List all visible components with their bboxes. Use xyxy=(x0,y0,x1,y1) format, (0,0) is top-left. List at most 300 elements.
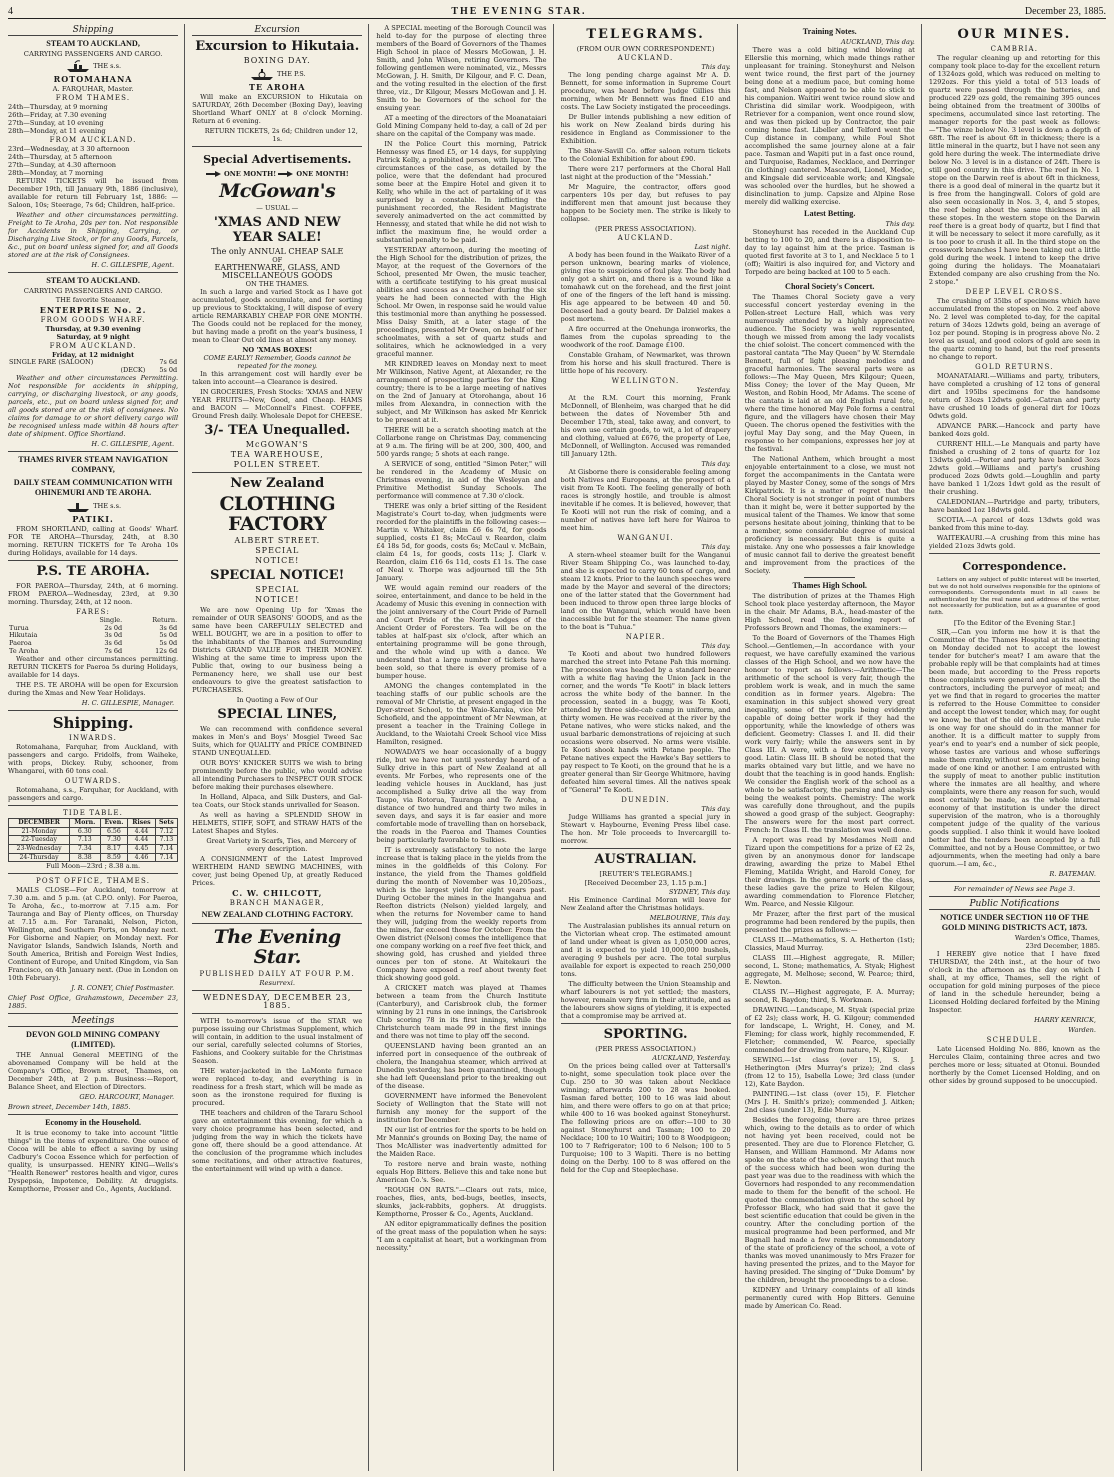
one-month-line xyxy=(192,170,362,178)
steamer-intro: THE favorite Steamer, xyxy=(55,296,131,304)
fare-table xyxy=(8,359,178,374)
table-cell: Hikutaia xyxy=(9,631,38,640)
divider xyxy=(192,923,362,924)
telegrams-heading: TELEGRAMS. xyxy=(586,27,705,42)
section-heading-meetings: Meetings xyxy=(8,1017,178,1027)
column-local-news xyxy=(376,24,553,1471)
press-association-label: (PER PRESS ASSOCIATION). xyxy=(595,225,697,233)
ship-name: TE AROHA xyxy=(249,82,306,92)
telegram-paragraph: Te Kooti and about two hundred followers marched the street into Petane Pah this morning. The procession was headed by a standard bearer with a white flag having the Union Jack in the corner, and the words "Te Kooti" in black letters across the white body of the banner. In the procession, seated in a buggy, was Te Kooti, attended by three side-cab camp in uniform, and thirty women. He was received at the river by the Petane natives, who were sticks naked, and the usual barbaric demonstrations of rejoicing at such occasions were observed. No arms were visible. Te Kooti shook hands with Petane people. The Petane natives expect the Hawke's Bay settlers to pay respect to Te Kooti, on the ground that he is a greater general than Sir George Whitmore, having defeated him several times. All the natives speak of "General" Te Kooti. xyxy=(560,650,731,794)
gold-return: SCOTIA.—A parcel of 4ozs 13dwts gold was banked from this mine to-day. xyxy=(928,516,1100,532)
excursion-heading: Excursion to Hikutaia. xyxy=(195,39,360,54)
one-month-text: ONE MONTH! xyxy=(223,170,277,178)
divider xyxy=(561,848,731,849)
table-cell: 4.44 xyxy=(128,827,155,836)
news-paragraph: IT is extremely satisfactory to note the large increase that is taking place in the yields from the mines in the goldfields of this Colony. For instance, the yield from the Thames goldfield during the month of November was 10,205ozs., which is the largest yield for eight years past. During October the mines in the Inangahua and Reefton districts (Nelson) yielded largely, and when the returns for November came to hand they will, judging from the weekly reports from the mines, far exceed those for October. From the Owen district (Nelson) comes the intelligence that one company working on a reef five feet thick, and showing gold, has crushed and yielded three ounces per ton of stone. At Waitekauri the Company have exposed a reef about twenty feet thick showing good gold. xyxy=(376,846,547,982)
section-heading-shipping: Shipping xyxy=(8,26,178,36)
table-cell: Turua xyxy=(9,623,29,632)
usual-label: — USUAL — xyxy=(256,204,299,212)
editorial-paragraph: THE teachers and children of the Tararu School gave an entertainment this evening, for which a very choice programme has been selected, and judging from the way in which the tickets have gone off, there should be a good attendance. At the conclusion of the programme which includes some recitations, and other attractive features, the entertainment will wind up with a dance. xyxy=(192,1109,363,1173)
table-cell: 7.30 xyxy=(100,836,128,845)
betting-heading: Latest Betting. xyxy=(804,209,856,218)
excursion-subheading: BOXING DAY. xyxy=(243,56,311,65)
table-row xyxy=(8,359,178,367)
dateline-time: Yesterday. xyxy=(696,386,731,394)
table-header: DECEMBER xyxy=(9,819,70,828)
dateline-place: DUNEDIN. xyxy=(621,796,670,804)
meeting-signature: GEO. HARCOURT, Manager. xyxy=(79,1093,175,1102)
ad-subheading: DAILY STEAM COMMUNICATION WITH OHINEMURI AND TE AROHA. xyxy=(13,478,173,498)
remainder-note: For remainder of News see Page 3. xyxy=(953,884,1075,893)
telegram-paragraph: The Shaw-Savill Co. offer saloon return tickets to the Colonial Exhibition for about £90. xyxy=(560,147,731,163)
factory-street: ALBERT STREET. xyxy=(234,536,321,545)
one-month-text: ONE MONTH! xyxy=(296,170,349,178)
dateline-place: AUCKLAND. xyxy=(617,234,674,242)
dateline-time: SYDNEY, This day. xyxy=(668,888,731,896)
table-cell: 7.34 xyxy=(70,844,100,853)
divider xyxy=(8,451,178,452)
editorial-paragraph: WITH to-morrow's issue of the STAR we purpose issuing our Christmas Supplement, which will contain, in addition to the usual instalment of our serial, carefully selected columns of Stories, Fashions, and Cookery suitable for the Christmas Season. xyxy=(192,1017,363,1065)
divider xyxy=(8,710,178,711)
come-early: COME EARLY! Remember, Goods cannot be repeated for the money. xyxy=(203,354,352,370)
table-cell: 4.45 xyxy=(128,844,155,853)
table-cell: 8.17 xyxy=(100,844,128,853)
news-paragraph: AN editor epigrammatically defines the position of the great mass of the population when he says: "I am a capitalist at heart, but a workingman from necessity." xyxy=(376,1220,547,1252)
groceries-text: IN GROCERIES, Fresh Stocks: 'XMAS and NEW YEAR FRUITS—New, Good, and Cheap. HAMS and BACON — McConnell's Finest. COFFEE, Ground Fresh daily. Wholesale Depot for CHEESE. xyxy=(192,388,363,420)
excursion-body: Will make an EXCURSION to Hikutaia on SATURDAY, 26th December (Boxing Day), leaving Shortland Wharf ONLY at 8 o'clock Morning. Return at 6 evening. xyxy=(192,93,363,125)
divider xyxy=(804,577,855,578)
column-telegrams xyxy=(561,24,738,1471)
divider xyxy=(8,805,178,806)
table-cell: 7.12 xyxy=(155,827,178,836)
notice-body: I HEREBY give notice that I have fixed THURSDAY, the 24th inst., at the hour of two o'clock in the afternoon as the day on which I shall, at my office, Thames, sell the right of occupation for gold mining purposes of the piece of land in the schedule hereunder, being a Licensed Holding declared forfeited by the Mining Inspector. xyxy=(928,949,1100,1014)
divider xyxy=(929,896,1100,897)
telegram-paragraph: A fire occurred at the Onehunga ironworks, the flames from the cupolas spreading to the woodwork of the roof. Damage £100. xyxy=(560,325,731,349)
special-label: SPECIAL xyxy=(255,546,300,555)
newspaper-title: THE EVENING STAR. xyxy=(451,5,587,17)
divider xyxy=(8,873,178,874)
economy-body: It is true economy to take into account "little things" in the items of expenditure. One ounce of Cocoa will be able to effect a saving by using Cadbury's Cocoa Essence which for perfection of quality, is unsurpassed. HENRY KING—Wells's "Health Renewer" restores health and vigor, cures Dyspepsia, Impotence, Debility. At druggists. Kempthorne, Prosser and Co., Agents, Auckland. xyxy=(8,1129,179,1194)
sporting-heading: SPORTING. xyxy=(603,1027,688,1042)
tide-table-heading: TIDE TABLE. xyxy=(63,809,124,818)
mine-heading: DEEP LEVEL CROSS. xyxy=(965,288,1064,296)
ship-name: PATIKI. xyxy=(72,514,114,525)
dateline-place: WELLINGTON. xyxy=(611,377,680,385)
news-paragraph: IN our list of entries for the sports to be held on Mr Mannix's grounds on Boxing Day, the name of Thos McAllister was inadvertently admitted for the Maiden Race. xyxy=(376,1126,547,1158)
telegram-paragraph: At Gisborne there is considerable feeling among both Natives and Europeans, at the prospect of a visit from Te Kooti. The feeling generally of both races is strongly hostile, and trouble is almost inevitable if he comes. It is believed, however, that Te Kooti will not run the risk of coming, and a number of natives have left here for Wairoa to meet him. xyxy=(560,468,731,532)
news-paragraph: AMONG the changes contemplated in the teaching staffs of our public schools are the removal of Mr Christie, at present engaged in the Dyer-street School, to the Waio-Karaka, vice Mr Schofield, and the appointment of Mr Newman, at present a teacher in the Training College in Auckland, to the Waiotahi Creek School vice Miss Hamilton, resigned. xyxy=(376,682,547,746)
correspondence-to: [To the Editor of the Evening Star.] xyxy=(953,618,1075,627)
table-cell: 24-Thursday xyxy=(9,853,70,862)
table-header: Morn. xyxy=(70,819,100,828)
telegram-paragraph: The difficulty between the Union Steamship and wharf labourers is not yet settled; the masters, however, remain very firm in their attitude, and as the labourers show signs of yielding, it is expected that a compromise may be arrived at. xyxy=(560,980,731,1020)
factory-body: As well as having a SPLENDID SHOW in HELMETS, STIFF, SOFT, and STRAW HATS of the Latest Shapes and Styles. xyxy=(192,811,363,835)
tide-table xyxy=(8,818,178,862)
sale-line: The only ANNUAL CHEAP SALE xyxy=(211,247,344,256)
table-cell: 3s 6d xyxy=(104,638,123,647)
telegram-paragraph: The Australasian publishes its annual return on the Victorian wheat crop. The estimated amount of land under wheat is given as 1,050,000 acres, and it is expected to yield 10,000,000 bushels, averaging 9 bushels per acre. The total surplus available for export is expected to reach 250,000 tons. xyxy=(560,922,731,978)
gold-return: MOANATAIARI.—Williams and party, tributers, have completed a crushing of 12 tons of general dirt and 195lbs specimens for the handsome return of 33ozs 12dwts gold.—Catran and party have crushed 10 loads of general dirt for 10ozs 0dwts gold. xyxy=(928,372,1100,420)
table-cell: Paeroa xyxy=(9,638,32,647)
factory-signature: C. W. CHILCOTT, xyxy=(232,888,323,898)
gold-return: CURRENT HILL.—Le Manquais and party have finished a crushing of 2 tons of quartz for 1oz 13dwts gold.—Porter and party have banked 3ozs 2dwts gold.—Williams and party's crushing produced 2ozs 0dwts gold.—Loughlin and party have banked 1 1/2ozs 1dwt gold as the result of their crushing. xyxy=(928,440,1100,496)
table-cell: 8.38 xyxy=(70,853,100,862)
table-cell: 3s 6d xyxy=(159,623,178,632)
divider xyxy=(8,272,178,273)
divider xyxy=(8,1013,178,1014)
table-row xyxy=(8,648,178,656)
divider xyxy=(192,1013,362,1014)
news-paragraph: THERE will be a scratch shooting match at the Collarbone range on Christmas Day, commencing at 9 a.m. The firing will be at 200, 300, 400, and 500 yards range; 5 shots at each range. xyxy=(376,426,547,458)
school-paragraph: To the Board of Governors of the Thames High School.—Gentlemen,—In accordance with your request, we have carefully examined the various classes of the High School, and we now have the honour to report as follows:—Arithmetic—The arithmetic of the school is very fair, though the problem work is weak, and in much the same condition as in former years. Algebra: The examination in this subject showed very great inequality, some of the pupils being evidently capable of doing better work if they had the opportunity, while the knowledge of others was deficient. Geometry: Classes I. and II. did their work very fairly; while the answers sent in by Class III. A were, with a few exceptions, very good. Latin: Class III. B should be noted that the marks obtained vary but little, and we have no doubt that the teaching is in good hands. English: We consider the English work of the school as a whole to be satisfactory, the parsing and analysis being the weakest points. Chemistry: The work was carefully done throughout, and the pupils showed a good grasp of the subject. Geography: The answers were for the most part correct. French: In Class II. the translation was well done. xyxy=(744,634,915,834)
telegram-paragraph: Constable Graham, of Newmarket, was thrown from his horse and his skull fractured. There is little hope of his recovery. xyxy=(560,351,731,375)
choral-paragraph: The Thames Choral Society gave a very successful concert yesterday evening in the Pollen-street Lecture Hall, which was very numerously attended by a highly appreciative audience. The Society was well represented, though we missed from among the lady vocalists the chief soloist. The concert commenced with the pastoral cantata "The May Queen" by W. Sterndale Bennett, full of light pleasing melodies and graceful harmonies. The several parts were as follows:—The May Queen, Mrs Kilgour; Queen, Miss Coney; the lover of the May Queen, Mr Weston, and Robin Hood, Mr Adams. The scene of the cantata is laid at an old English rural fete, where the time honored May Pole forms a central figure, and the villagers have chosen their May Queen. The chorus opened the festivities with the joyful May Day song, and the May Queen, in response to her companions, expresses her joy at the festival. xyxy=(744,293,915,453)
school-paragraph: The distribution of prizes at the Thames High School took place yesterday afternoon, the Mayor in the chair. Mr Adams, B.A., head-master of the High School, read the following report of Professors Brown and Thomas, the examiners:— xyxy=(744,592,915,632)
mine-paragraph: The regular cleaning up and retorting for this company took place to-day for the excellent return of 1324ozs gold, which was reduced on melting to 1292ozs. For this yield a total of 513 loads of quartz were passed through the batteries, and produced 229 ozs gold, the remaining 395 ounces being obtained from the treatment of 300lbs of specimens, accumulated since last retorting. The manager reports for the past week as follows:—"The winze below No. 3 level is down a depth of 68ft. The reef is about 6ft in thickness; there is a little mineral in the quartz, but I have not seen any gold here during the week. The intermediate drive below No. 3 level is in a distance of 24ft. There is still good country in this drive. The reef in No. 1 stope on the Darwin reef is about 6ft in thickness, there is a good deal of mineral in the quartz but it is free from the hangingwall. Colors of gold are also seen occasionally in Nos. 3, 4, and 5 stopes, the reef being about the same thickness in all these stopes. In the western stope on the Darwin reef there is a great body of quartz, but I find that it will be necessary to select it more carefully, as it is too poor to crush it all. In the third stope on the crosswork branches I have been taking out a little gold during the week. I intend to keep the drive going during the holidays. The Moanataiari Extended company are also crushing from the No. 2 stope." xyxy=(928,54,1100,286)
tea-heading: 3/- TEA Unequalled. xyxy=(204,423,351,438)
table-row xyxy=(8,632,178,640)
ad-body: RETURN TICKETS will be issued from December 19th, till January 9th, 1886 (inclusive), available for return till February 1st, 1886: — Saloon, 10s; Steerage, 7s 6d; Children, half-price. xyxy=(8,177,179,209)
dateline-place: NAPIER. xyxy=(625,633,666,641)
advert-kidney: KIDNEY and Urinary complaints of all kinds permanently cured with Hop Bitters. Genuine made by American Co. Read. xyxy=(744,1286,915,1310)
warden-date: 23rd December, 1885. xyxy=(1025,941,1100,950)
dateline-time: AUCKLAND, Yesterday. xyxy=(652,1054,731,1062)
special-label: SPECIAL xyxy=(255,585,300,594)
news-paragraph: THERE was only a brief sitting of the Resident Magistrate's Court to-day, when judgments were recorded for the plaintiffs in the following cases:—Martin v. Whitaker, claim £6 6s 7d, for goods supplied, costs £1 8s; McCaul v. Reardon, claim £4 18s 5d, for goods, costs 6s; McCaul v. McBain, claim £4 1s, for goods, costs 11s; J. Clark v. Reardon, claim £16 6s 11d, costs £1 1s. The case of Neal v. Thorpe was adjourned till the 5th January. xyxy=(376,502,547,582)
dateline-time: Last night. xyxy=(694,243,731,251)
table-cell: 23-Wednesday xyxy=(9,844,70,853)
letter-body: SIR,—Can you inform me how it is that the Committee of the Thames Hospital at its meeting on Monday decided not to accept the lowest tender for butcher's meat? I am aware that the probable reply will be that complaints had at times been made, but according to the Press reports those complaints were general and against all the contractors, including the purveyor of meat; and yet we find that in regard to groceries the matter is referred to the House Committee to consider and accept the lowest tender, which may, for ought we know, be that of the old contractor. What rule is one way for one should do in the manner for another. It is a difficult matter to supply from year's end to year's end a number of sick people, whose tastes are various and whose sufferings make them cranky, without some complaints being made of one kind or another. I am entrusted with the supply of meat to another public institution where the inmates are all healthy, and where complaints, were there any reason for such, would most certainly be made, as the whole internal economy of that institution is under the direct supervision of the matron, who is a thoroughly competent judge of the quality of the various goods supplied. I also think it would have looked better had the tenders been accepted by a full Committee, and not by a House Committee, or two adjournments, when the meeting had only a bare quorum.—I am, &c., xyxy=(928,627,1100,868)
table-cell: 6.56 xyxy=(100,827,128,836)
table-cell: 3s 0d xyxy=(104,631,123,640)
telegram-paragraph: At the R.M. Court this morning, Frank McDonnell, of Blenheim, was charged that he did between the dates of November 5th and December 17th, steal, take away, and convert, to his own use certain goods, to wit, a lot of drapery and clothing, valued at £676, the property of Lee, McDonnell, of Wellington. Accused was remanded till January 12th. xyxy=(560,394,731,458)
divider xyxy=(561,1023,731,1024)
news-paragraph: MR KINDRED leaves on Monday next to meet Mr Wilkinson, Native Agent, at Alexander, re the arrangement of prospecting parties for the King country; there is to be a large meeting of natives on the 2nd of January at Otorohanga, about 16 miles from Alexandra, in connection with the subject, and Mr Wilkinson has asked Mr Kenrick to be present at it. xyxy=(376,360,547,424)
ship-intro: THE s.s. xyxy=(93,502,122,511)
table-cell: 5s 0d xyxy=(159,631,178,640)
sale-body: In such a large and varied Stock as I have got accumulated, goods accumulate, and for sorting up previous to Stocktaking, I will dispose of every article REMARKABLY CHEAP FOR ONE MONTH. The Goods could not be replaced for the money, but having made a profit on the year's business, I mean to Clear Out old lines at almost any money. xyxy=(192,288,363,344)
post-office-date: Chief Post Office, Grahamstown, December 23, 1885. xyxy=(8,994,179,1011)
mcgowans-brand: McGowan's xyxy=(219,180,336,202)
sailing-line: 28th—Monday, at 11 evening xyxy=(8,127,106,135)
table-cell: 6.30 xyxy=(70,827,100,836)
ad-subheading: CARRYING PASSENGERS AND CARGO. xyxy=(23,287,163,295)
ad-subheading: CARRYING PASSENGERS AND CARGO. xyxy=(23,50,163,58)
ad-body: FROM SHORTLAND, calling at Goods' Wharf. FOR TE AROHA—Thursday, 24th, at 8.30 morning. RETURN TICKETS for Te Aroha 10s during Holidays, available for 14 days. xyxy=(8,525,179,558)
school-paragraph: Mr Frazer, after the first part of the musical programme had been rendered by the pupils, then presented the prizes as follows:— xyxy=(744,910,915,934)
divider xyxy=(8,560,178,561)
training-paragraph: There was a cold biting wind blowing at Ellerslie this morning, which made things rather unpleasant for training. Stoneyhurst and Nelson went twice round, the first part of the journey being done at a medium pace, but coming home fast, and Nelson appeared to be able to stick to his companion. Waitiri went twice round slow and Christina did similar work. Woodpigeon, with Retriever for a companion, went once round slow, and was then picked up by Contractor, the pair coming home fast. Libeller and Telford went the Cup distance in company, while Foul Shot accomplished the same journey alone at a fair pace. Tasman and Wapiti put in a fast once round, and Turquoise, Radames, Necklace, and Derringer (in clothing) cantered. Mascarodi, Lionel, Medoc, and Kingsale did serviceable work; and Kingsale was schooled over the hurdles, but he showed a disinclination to jump. Capsize and Alpine Rose merely did walking exercise. xyxy=(744,46,915,206)
fares-heading: FARES: xyxy=(76,608,111,617)
special-notice-heading: SPECIAL NOTICE! xyxy=(210,568,345,583)
ad-body: FOR PAEROA—Thursday, 24th, at 6 morning. FROM PAEROA—Wednesday, 23rd, at 9.30 morning. Thursday, 24th, at 12 noon. xyxy=(8,582,179,607)
dateline-time: This day. xyxy=(701,642,731,650)
table-cell: 8.59 xyxy=(100,853,128,862)
sailing-line: 24th—Thursday, at 9 morning xyxy=(8,103,108,111)
press-association-label: (PER PRESS ASSOCIATION.) xyxy=(595,1045,696,1053)
prize-list-item: PAINTING.—1st class (over 15), F. Fletcher (Mrs J. H. Smith's prize); commended J. Aitken; 2nd class (under 13), Edie Murray. xyxy=(744,1090,915,1114)
factory-body: We are now Opening Up for 'Xmas the remainder of OUR SEASONS' GOODS, and as the same have been CAREFULLY SELECTED and WELL BOUGHT, we are in a position to offer to the inhabitants of the Thames and Surrounding Districts GRAND VALUE FOR THEIR MONEY. Wishing at the same time to impress upon the Public that, owing to our business being a Permanency here, we shall use our best endeavours to give the greatest satisfaction to PURCHASERS. xyxy=(192,606,363,694)
news-paragraph: To restore nerve and brain waste, nothing equals Hop Bitters. Believe this and take none but American Co.'s. See. xyxy=(376,1160,547,1184)
table-header: Single. xyxy=(99,616,123,625)
schedule-heading: SCHEDULE. xyxy=(986,1035,1043,1044)
fare-value: 7s 6d xyxy=(159,358,178,366)
dateline-place: AUCKLAND. xyxy=(617,54,674,62)
post-office-body: MAILS CLOSE—For Auckland, tomorrow at 7.30 a.m. and 5 p.m. (at C.P.O. only). For Paeroa, Te Aroha, &c., to-morrow at 7.15 a.m. For Tauranga and Bay of Plenty offices, on Thursday at 7.15 a.m. For Taranaki, Nelson, Picton, Wellington, and Southern Ports, on Monday next. For Gisborne and Napier, on Monday next. For Navigator Islands, Sandwich Islands, North and South America, British and Foreign West Indies, Continent of Europe, and United Kingdom, via San Francisco, on 4th January next. (Due in London on 10th February). xyxy=(8,886,179,983)
page-columns xyxy=(8,24,1106,1471)
excursion-fares: RETURN TICKETS, 2s 6d; Children under 12, 1s. xyxy=(204,127,358,143)
sailing-line: 27th—Sunday, at 4.30 afternoon xyxy=(8,161,117,169)
notice-signature: HARRY KENRICK, xyxy=(1034,1015,1096,1024)
shipping-heading: Shipping. xyxy=(52,714,134,733)
column-excursion-advertisements xyxy=(192,24,369,1471)
table-cell: 7s 6d xyxy=(104,646,123,655)
fare-label: SINGLE FARE (SALOON) xyxy=(9,358,94,366)
fares-table xyxy=(8,617,178,655)
ad-steam-auckland-heading: STEAM TO AUCKLAND. xyxy=(46,276,140,285)
table-row xyxy=(9,836,178,845)
post-office-signature: J. R. CONEY, Chief Postmaster. xyxy=(71,984,175,993)
issue-date: December 23, 1885. xyxy=(1024,5,1106,17)
ad-body: Weather and other circumstances Permitting. Not responsible for accidents in shipping, carrying, or discharging livestock, or any goods, parcels, etc., put on board unless signed for, and all goods stored are at the risk of consignees. No claims for damage to or short delivery cargo will be recognised unless made within 48 hours after date of shipment. Office Shortland. xyxy=(8,374,179,439)
meeting-body: THE Annual General MEETING of the abovenamed Company will be held at the Company's Office, Brown street, Thames, on December 24th, at 2 p.m. Business:—Report, Balance Sheet, and Election of Directors. xyxy=(8,1051,179,1092)
prize-list-item: SEWING.—1st class (over 15), S. J. Hetherington (Mrs Murray's prize); 2nd class (from 12 to 15), Isabella Lowe; 3rd class (under 12), Kate Baydon. xyxy=(744,1056,915,1088)
factory-body: OUR BOYS' KNICKER SUITS we wish to bring prominently before the public, who would advise all intending Purchasers to INSPECT OUR STOCK before making their purchases elsewhere. xyxy=(192,759,363,791)
table-cell: 7.14 xyxy=(155,853,178,862)
prize-list-item: DRAWING.—Landscape, M. Styak (special prize of £2 2s); class work, H. G. Kilgour; commended for landscape, L. Wright, H. Coney, and M. Fleming; for class work, highly recommended, F. Fletcher; commended, W. Pearce, specially commended for drawing from nature, N. Kilgour. xyxy=(744,1006,915,1054)
fare-value: 5s 0d xyxy=(159,365,178,374)
meeting-date: Brown street, December 14th, 1885. xyxy=(8,1103,131,1112)
ad-note: THE P.S. TE AROHA will be open for Excursion during the Xmas and New Year Holidays. xyxy=(8,681,179,698)
ad-te-aroha-heading: P.S. TE AROHA. xyxy=(36,564,150,580)
ship-line xyxy=(8,59,178,73)
steamship-icon xyxy=(65,499,91,513)
divider xyxy=(929,881,1100,882)
table-cell: 12s 6d xyxy=(155,646,178,655)
table-cell: 7.13 xyxy=(155,836,178,845)
table-cell: 5s 0d xyxy=(159,638,178,647)
news-paragraph: AT a meeting of the directors of the Moanataiari Gold Mining Company held to-day, a call of 2d per share on the capital of the Company was made. xyxy=(376,114,547,138)
sailing-line: 27th—Sunday, at 10 evening xyxy=(8,119,104,127)
ship-line xyxy=(192,67,362,81)
meeting-heading: DEVON GOLD MINING COMPANY (LIMITED). xyxy=(26,1030,161,1050)
factory-body: We can recommend with confidence several makes in Men's and Boys' Mosgiel Tweed Sac Suits, which for QUALITY and PRICE COMBINED STAND UNEQUALLED. xyxy=(192,725,363,757)
table-cell: 21-Monday xyxy=(9,827,70,836)
quoting-line: In Quoting a Few of Our xyxy=(236,696,318,704)
ship-master: A. FARQUHAR, Master. xyxy=(52,85,134,93)
editorial-paragraph: THE water-jacketed in the LaMonte furnace were replaced to-day, and everything is in readiness for a fresh start, which will be made as soon as the ironstone required for fluxing is procured. xyxy=(192,1067,363,1107)
prize-list-item: CLASS II.—Mathematics, S. A. Hetherton (1st); Classics, Maud Murray. xyxy=(744,936,915,952)
sporting-paragraph: On the prices being called over at Tattersall's to-night, some speculation took place over the Cup. 250 to 30 was taken about Necklace winning; afterwards 200 to 28 was booked. Tasman fared better, 100 to 16 was laid about him, and there were offers to go on at that price; while 400 to 16 was booked against Stoneyhurst. The following prices are on offer:—100 to 30 against Stoneyhurst and Tasman; 100 to 20 Necklace; 100 to 10 Waitiri; 100 to 8 Woodpigeon; 100 to 7 Refrigerator; 100 to 6 Nelson; 100 to 5 Turquoise; 100 to 3 Wapiti. There is no betting doing on the Derby. 100 to 8 was offered on the field for the Cup and Steeplechase. xyxy=(560,1062,731,1174)
ship-intro: THE P.S. xyxy=(276,70,306,78)
table-cell: 4.44 xyxy=(128,836,155,845)
clothing-factory-heading: CLOTHING FACTORY xyxy=(219,493,336,535)
received-label: [Received December 23, 1.15 p.m.] xyxy=(584,879,707,887)
reuter-label: [REUTER'S TELEGRAMS.] xyxy=(599,870,692,878)
ad-agent: H. C. GILLESPIE, Manager. xyxy=(81,699,175,708)
gold-returns-heading: GOLD RETURNS. xyxy=(975,363,1054,371)
table-row xyxy=(9,844,178,853)
news-paragraph: YESTERDAY afternoon, during the meeting of the High School for the distribution of prizes, the Mayor, at the request of the Governors of the School, presented Mr Owen, the music teacher, with a certificate testifying to his great musical abilities and success as a teacher during the six years he had been connected with the High School. Mr Owen, in response said he would value this testimonial more than anything he possessed. Miss Daisy Smith, at a later stage of the proceedings, presented Mr Owen, on behalf of her schoolmates, with a set of quartz studs and solitaires, which he acknowledged in a very graceful manner. xyxy=(376,246,547,358)
correspondence-note: Letters on any subject of public interest will be inserted, but we do not hold ourselves responsible for the opinions of correspondents. Correspondents must in all cases be authenticated by the real name and address of the writer, not necessarily for publication, but as a guarantee of good faith. xyxy=(928,577,1100,616)
inwards-text: Rotomahana, Farquhar, from Auckland, with passengers and cargo. Fridolfs, from Waiheke, with props, Dickey. Ruby, schooner, from Whangarei, with 60 tons coal. xyxy=(8,743,179,776)
outwards-text: Rotomahana, s.s., Farquhar, for Auckland, with passengers and cargo. xyxy=(8,786,179,803)
moon-phase: Full Moon—23rd ; 8.38 a.m. xyxy=(46,862,141,871)
ad-agent: H. C. GILLESPIE, Agent. xyxy=(91,261,175,269)
table-header-row xyxy=(9,819,178,828)
school-paragraph: Besides the foregoing, there are three prizes which, owing to the details as to order of which not having yet been received, could not be presented. They are due to Florence Fletcher, G. Hansen, and William Hammond. Mr Adams now spoke on the state of the school, saying that much of the success which had been won during the past year was due to the readiness with which the Governors had responded to any recommendation made to them for the benefit of the school. He quoted the commendation given to the school by Professor Black, who had said that it gave the best scientific education that could be given in the country. After the concluding portion of the musical programme had been performed, and Mr Bagnall had made a few remarks commendatory of the state of proficiency of the school, a vote of thanks was moved unanimously to Mrs Frazer for having presented the prizes, and to the Mayor for having presided. The singing of "Duke Domum" by the children, brought the proceedings to a close. xyxy=(744,1116,915,1284)
sailing-line: 28th—Monday, at 7 morning xyxy=(8,169,104,177)
nz-heading: New Zealand xyxy=(230,476,325,491)
factory-signature-name: NEW ZEALAND CLOTHING FACTORY. xyxy=(201,910,353,919)
table-header-row xyxy=(8,617,178,625)
ad-note: Weather and other circumstances permitting. RETURN TICKETS for Paeroa 5s during Holidays, available for 14 days. xyxy=(8,655,179,680)
tea-sub: TEA WAREHOUSE, xyxy=(230,450,324,459)
sailing-line: Friday, at 12 midnight xyxy=(52,351,135,359)
factory-body: Great Variety in Scarfs, Ties, and Mercery of every description. xyxy=(206,837,357,853)
special-lines-heading: SPECIAL LINES, xyxy=(217,707,338,722)
dateline-time: This day. xyxy=(885,220,915,228)
pointing-hand-icon xyxy=(278,170,294,178)
news-paragraph: IN the Police Court this morning, Patrick Hennessy was fined £5, or 14 days, for supplying Patrick Kelly, a prohibited person, with liquor. The circumstances of the case, as detailed by the police, were that the defendant had procured some beer at the Empire Hotel and given it to Kelly, who while in the act of partaking of it was surprised by a constable. In inflicting the punishment recorded, the Resident Magistrate severely animadverted on the act committed by Hennessy, and stated that while he did not wish to inflict the maximum fine, he would order a substantial penalty to be paid. xyxy=(376,140,547,244)
masthead xyxy=(8,4,1106,19)
section-heading-excursion: Excursion xyxy=(192,26,362,36)
warden-office: Warden's Office, Thames, xyxy=(1014,933,1100,942)
table-header: Sets xyxy=(155,819,178,828)
special-advertisements-heading: Special Advertisements. xyxy=(203,153,352,166)
sailing-line: 23rd—Wednesday, at 3 30 afternoon xyxy=(8,145,130,153)
divider xyxy=(8,1114,178,1115)
factory-signature-title: BRANCH MANAGER, xyxy=(229,899,325,907)
economy-heading: Economy in the Household. xyxy=(45,1118,142,1128)
table-header: Even. xyxy=(100,819,128,828)
dateline-time: This day. xyxy=(701,460,731,468)
prize-list-item: CLASS III.—Highest aggregate, R. Miller; second, L. Stone; mathematics, A. Styak; Highest aggregate, M. Melhose; second, W. Pearce; third, E. Newton. xyxy=(744,954,915,986)
steamship-icon xyxy=(65,59,91,73)
inwards-heading: INWARDS. xyxy=(69,734,118,743)
telegram-paragraph: Judge Williams has granted a special jury in Stewart v. Haybourne, Evening Press libel case. The hon. Mr Tole proceeds to Invercargill to-morrow. xyxy=(560,813,731,845)
fare-label: (DECK) xyxy=(120,365,146,374)
mine-paragraph: The crushing of 35lbs of specimens which have accumulated from the stopes on No. 2 reef above No. 2 level was completed to-day, for the capital return of 34ozs 12dwts gold, being an average of 1oz per pound. Stoping is in progress above No. 2 level as usual, and good colors of gold are seen in the quartz coming to hand, but the reef presents no change to report. xyxy=(928,297,1100,361)
training-heading: Training Notes. xyxy=(802,27,857,36)
factory-body: A CONSIGNMENT of the Latest Improved WERTHEIM HAND SEWING MACHINES, with cover, just being Opened Up, at greatly Reduced Prices. xyxy=(192,855,363,887)
post-office-heading: POST OFFICE, THAMES. xyxy=(36,877,151,886)
prize-list-item: CLASS IV.—Highest aggregate, F. A. Murray; second, R. Baydon; third, S. Workman. xyxy=(744,988,915,1004)
from-goods-label: FROM GOODS WHARF. xyxy=(40,316,146,324)
dateline-place: WANGANUI. xyxy=(617,534,674,542)
table-row xyxy=(9,853,178,862)
divider xyxy=(929,553,1100,554)
telegram-paragraph: His Eminence Cardinal Moran will leave for New Zealand after the Christmas holidays. xyxy=(560,896,731,912)
divider xyxy=(192,472,362,473)
news-paragraph: NOWADAYS we hear occasionally of a buggy ride, but we have not until yesterday heard of a Sulky drive in this part of New Zealand at all events. Mr Forbes, who represents one of the leading vehicle houses in Auckland, has just accomplished a Sulky drive all the way from Taupo, via Rotorua, Tauranga and Te Aroha, a distance of two hundred and thirty two miles in seven days, and says it is far easier and more comfortable mode of travelling than on horseback, the roads in the Paeroa and Thames Counties being particularly favorable to Sulkies. xyxy=(376,748,547,844)
gold-return: WAITEKAURI.—A crushing from this mine has yielded 21ozs 3dwts gold. xyxy=(928,534,1100,550)
news-paragraph: "ROUGH ON RATS."—Clears out rats, mice, roaches, flies, ants, bed-bugs, beetles, insects, skunks, jack-rabbits, gophers. At druggists. Kempthorne, Prosser & Co., Agents, Auckland. xyxy=(376,1186,547,1218)
ship-intro: THE s.s. xyxy=(93,62,122,70)
notice-heading: NOTICE UNDER SECTION 110 OF THE GOLD MINING DISTRICTS ACT, 1873. xyxy=(940,912,1089,932)
divider xyxy=(192,990,362,991)
sale-note: In this arrangement cost will hardly ever be taken into account—a Clearance is desired. xyxy=(192,370,363,386)
outwards-heading: OUTWARDS. xyxy=(64,777,122,786)
notice-signature-title: Warden. xyxy=(1068,1025,1096,1034)
ship-name: ENTERPRISE No. 2. xyxy=(39,305,147,315)
news-paragraph: GOVERNMENT have informed the Benevolent Society of Wellington that the State will not furnish any money for the support of the institution for December. xyxy=(376,1092,547,1124)
gold-return: ADVANCE PARK.—Hancock and party have banked 4ozs gold. xyxy=(928,422,1100,438)
high-school-heading: Thames High School. xyxy=(792,581,867,590)
table-cell: 7.13 xyxy=(70,836,100,845)
sailing-line: Saturday, at 9 night xyxy=(56,333,130,341)
news-paragraph: QUEENSLAND having been granted an an inferred port in consequence of the outbreak of cholera, the Inangahua steamer, which arrived at Dunedin yesterday, has been quarantined, though she had left Queensland prior to the breaking out of the disease. xyxy=(376,1042,547,1090)
telegram-paragraph: Dr Buller intends publishing a new edition of his work on New Zealand birds during his residence in England as Commissioner to the Exhibition. xyxy=(560,113,731,145)
notice-label: NOTICE! xyxy=(255,556,300,565)
dateline-time: MELBOURNE, This day. xyxy=(649,914,731,922)
telegram-paragraph: The long pending charge against Mr A. D. Bennett, for some information in Supreme Court procedure, was heard before Judge Gillies this morning, when Mr Bennett was fined £10 and costs. The Law Society instigated the proceedings. xyxy=(560,71,731,111)
mine-heading: CAMBRIA. xyxy=(990,45,1039,53)
dateline-time: AUCKLAND, This day. xyxy=(841,38,915,46)
choral-heading: Choral Society's Concert. xyxy=(785,282,875,291)
ship-name: ROTOMAHANA xyxy=(53,74,133,84)
published-line: PUBLISHED DAILY AT FOUR P.M. xyxy=(199,970,355,978)
ad-steam-auckland-heading: STEAM TO AUCKLAND, xyxy=(46,39,140,48)
table-cell: 7.14 xyxy=(155,844,178,853)
pointing-hand-icon xyxy=(206,170,222,178)
table-cell: Te Aroha xyxy=(9,646,39,655)
choral-paragraph: The National Anthem, which brought a most enjoyable entertainment to a close, we must not forget the accompaniments in the Cantata were played by Master Coney, some of the songs of Mrs Kirkpatrick. It is a matter of regret that the Choral Society is not stronger in point of numbers than it might be, were it better supported by the musical talent of the Thames. We know that some persons hesitate about joining, thinking that to be a member, some considerable degree of musical proficiency is necessary. But this is quite a mistake. Any one who possesses a fair knowledge of music cannot fail to derive the greatest benefit and improvement from the practices of the Society. xyxy=(744,455,915,575)
no-xmas-boxes: NO 'XMAS BOXES! xyxy=(242,346,313,354)
column-shipping xyxy=(8,24,185,1471)
tea-sub: McGOWAN'S xyxy=(245,440,309,449)
column-mines-notices xyxy=(929,24,1106,1471)
column-training-school xyxy=(745,24,922,1471)
betting-paragraph: Stoneyhurst has receded in the Auckland Cup betting to 100 to 20, and there is a disposition to-day to lay against him at the price. Tasman is quoted first favorite at 3 to 1, and Necklace 5 to 1 (off); Waitiri is also inquired for, and Victory and Torpedo are being backed at 100 to 5 each. xyxy=(744,228,915,276)
editorial-date: WEDNESDAY, DECEMBER 23, 1885. xyxy=(203,993,352,1010)
factory-body: In Holland, Alpaca, and Silk Dusters, and Gal-tea Coats, our Stock stands unrivalled for Season. xyxy=(192,793,363,809)
notice-label: NOTICE! xyxy=(255,595,300,604)
school-paragraph: A report was read by Mesdames Neill and Tizard upon the competitions for a prize of £2 2s, given by an anonymous donor for landscape drawing, awarding the prize to Mabel Ethel Fleming, Matilda Wright, and Harold Coney, for their drawings. In the general work of the class, these ladies gave the prize to Helen Kilgour, awarding commendation to Florence Fletcher, Wm. Pearce, and Nessie Kilgour. xyxy=(744,836,915,908)
telegram-paragraph: There were 217 performers at the Choral Hall last night at the production of the "Messiah." xyxy=(560,165,731,181)
sale-of: OF xyxy=(272,256,283,264)
gold-return: CALEDONIAN.—Partridge and party, tributers, have banked 1oz 18dwts gold. xyxy=(928,498,1100,514)
news-paragraph: A CRICKET match was played at Thames between a team from the Church Institute (Canterbury), and Carisbrook club, the former winning by 21 runs in one innings, the Carisbrook Club scoring 78 in its first innings, while the Christchurch team made 99 in the first innings and there was not time to play off the second. xyxy=(376,984,547,1040)
motto: Resurrexi. xyxy=(259,979,296,987)
sale-goods: EARTHENWARE, GLASS, AND MISCELLANEOUS GOODS xyxy=(214,263,340,280)
ship-line xyxy=(8,499,178,513)
news-paragraph: WE would again remind our readers of the soiree, entertainment, and dance to be held in the Academy of Music this evening in connection with the joint anniversary of the Court Pride of Parnell and Court Pride of the North Lodges of the Ancient Order of Foresters. Tea will be on the tables at half-past six o'clock, after which an entertaining programme will be gone through, and the whole wind up with a dance. We understand that a large number of tickets have been sold, so that there is every promise of a bumper house. xyxy=(376,584,547,680)
table-cell: 4.46 xyxy=(128,853,155,862)
sailing-line: 26th—Friday, at 7.30 evening xyxy=(8,111,107,119)
dateline-time: This day. xyxy=(701,63,731,71)
schedule-body: Late Licensed Holding No. 886, known as the Hercules Claim, containing three acres and two perches more or less; situated at Otonui. Bounded northerly by the Comet Licensed Holding, and on other sides by ground supposed to be unoccupied. xyxy=(928,1044,1100,1085)
sale-title: 'XMAS AND NEW YEAR SALE! xyxy=(213,215,341,245)
sailing-line: Thursday, at 9.30 evening xyxy=(45,325,141,333)
correspondence-heading: Correspondence. xyxy=(962,560,1067,573)
evening-star-title: The Evening Star. xyxy=(213,926,341,968)
from-auckland-label: FROM AUCKLAND. xyxy=(49,342,137,350)
divider xyxy=(192,146,362,147)
news-paragraph: A SPECIAL meeting of the Borough Council was held to-day for the purpose of electing three members of the Board of Governors of the Thames High School in place of Messrs McGowan, J. H. Smith, and John Wilson, retiring Governors. The following gentlemen were nominated, viz., Messrs McGowan, J. H. Smith, Dr Kilgour, and F. C. Dean, and the voting resulted in the election of the first three, viz., Dr Kilgour, Messrs McGowan and J. H. Smith to be Governors of the school for the ensuing year. xyxy=(376,24,547,112)
from-auckland-label: FROM AUCKLAND. xyxy=(49,136,137,144)
news-paragraph: A SERVICE of song, entitled "Simon Peter," will be rendered in the Academy of Music on Christmas evening, in aid of the Wesleyan and Primitive Methodist Sunday Schools. The performance will commence at 7.30 o'clock. xyxy=(376,460,547,500)
table-header: Return. xyxy=(152,616,178,625)
australian-heading: AUSTRALIAN. xyxy=(594,852,697,867)
letter-signature: R. BATEMAN. xyxy=(1049,869,1096,878)
dateline-time: This day. xyxy=(701,543,731,551)
tea-sub: POLLEN STREET. xyxy=(233,460,321,469)
table-row xyxy=(8,367,178,375)
page-number: 4 xyxy=(8,5,13,17)
correspondent-label: (FROM OUR OWN CORRESPONDENT.) xyxy=(576,45,715,53)
divider xyxy=(804,278,855,279)
